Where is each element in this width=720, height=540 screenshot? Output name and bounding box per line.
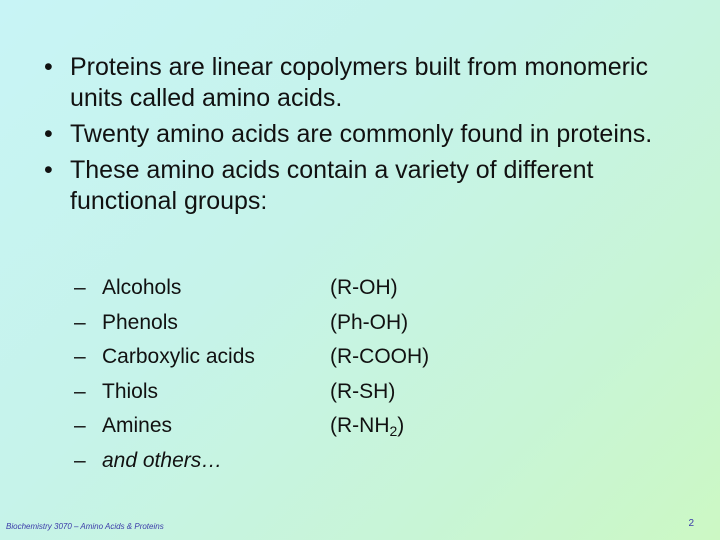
bullet-text: Twenty amino acids are commonly found in proteins. bbox=[70, 120, 653, 148]
functional-group-item bbox=[74, 342, 534, 377]
functional-group-item bbox=[74, 446, 534, 481]
formula-suffix: ) bbox=[397, 414, 405, 437]
group-formula: (R-COOH) bbox=[330, 345, 430, 368]
dash-marker: – bbox=[74, 276, 86, 299]
bullet-item bbox=[44, 155, 694, 217]
bullet-marker: • bbox=[44, 156, 53, 184]
dash-marker: – bbox=[74, 448, 86, 472]
functional-group-item bbox=[74, 308, 534, 343]
page-number: 2 bbox=[688, 518, 694, 529]
group-formula: (R-SH) bbox=[330, 379, 396, 403]
functional-group-item bbox=[74, 377, 534, 412]
formula-prefix: (R-NH bbox=[330, 414, 390, 437]
group-formula: (Ph-OH) bbox=[330, 310, 409, 334]
dash-marker: – bbox=[74, 310, 86, 334]
footer-course-title: Biochemistry 3070 – Amino Acids & Proteins bbox=[6, 522, 164, 531]
bullet-marker: • bbox=[44, 120, 53, 148]
dash-marker: – bbox=[74, 414, 86, 437]
group-name: and others… bbox=[102, 448, 223, 472]
group-name: Carboxylic acids bbox=[102, 345, 255, 368]
group-name: Phenols bbox=[102, 310, 178, 334]
functional-group-list bbox=[74, 273, 534, 480]
group-formula bbox=[330, 411, 404, 441]
dash-marker: – bbox=[74, 345, 86, 368]
functional-group-item bbox=[74, 273, 534, 308]
group-name: Amines bbox=[102, 414, 173, 437]
bullet-list bbox=[44, 52, 694, 222]
bullet-item bbox=[44, 52, 694, 114]
bullet-text: Proteins are linear copolymers built from monomeric units called amino acids. bbox=[70, 53, 648, 112]
functional-group-item bbox=[74, 411, 534, 446]
bullet-item bbox=[44, 119, 694, 150]
bullet-text: These amino acids contain a variety of different functional groups: bbox=[70, 156, 594, 215]
group-name: Thiols bbox=[102, 379, 159, 403]
formula-subscript: 2 bbox=[389, 423, 398, 439]
group-name: Alcohols bbox=[102, 276, 182, 299]
bullet-marker: • bbox=[44, 53, 53, 81]
dash-marker: – bbox=[74, 379, 86, 403]
group-formula: (R-OH) bbox=[330, 276, 398, 299]
